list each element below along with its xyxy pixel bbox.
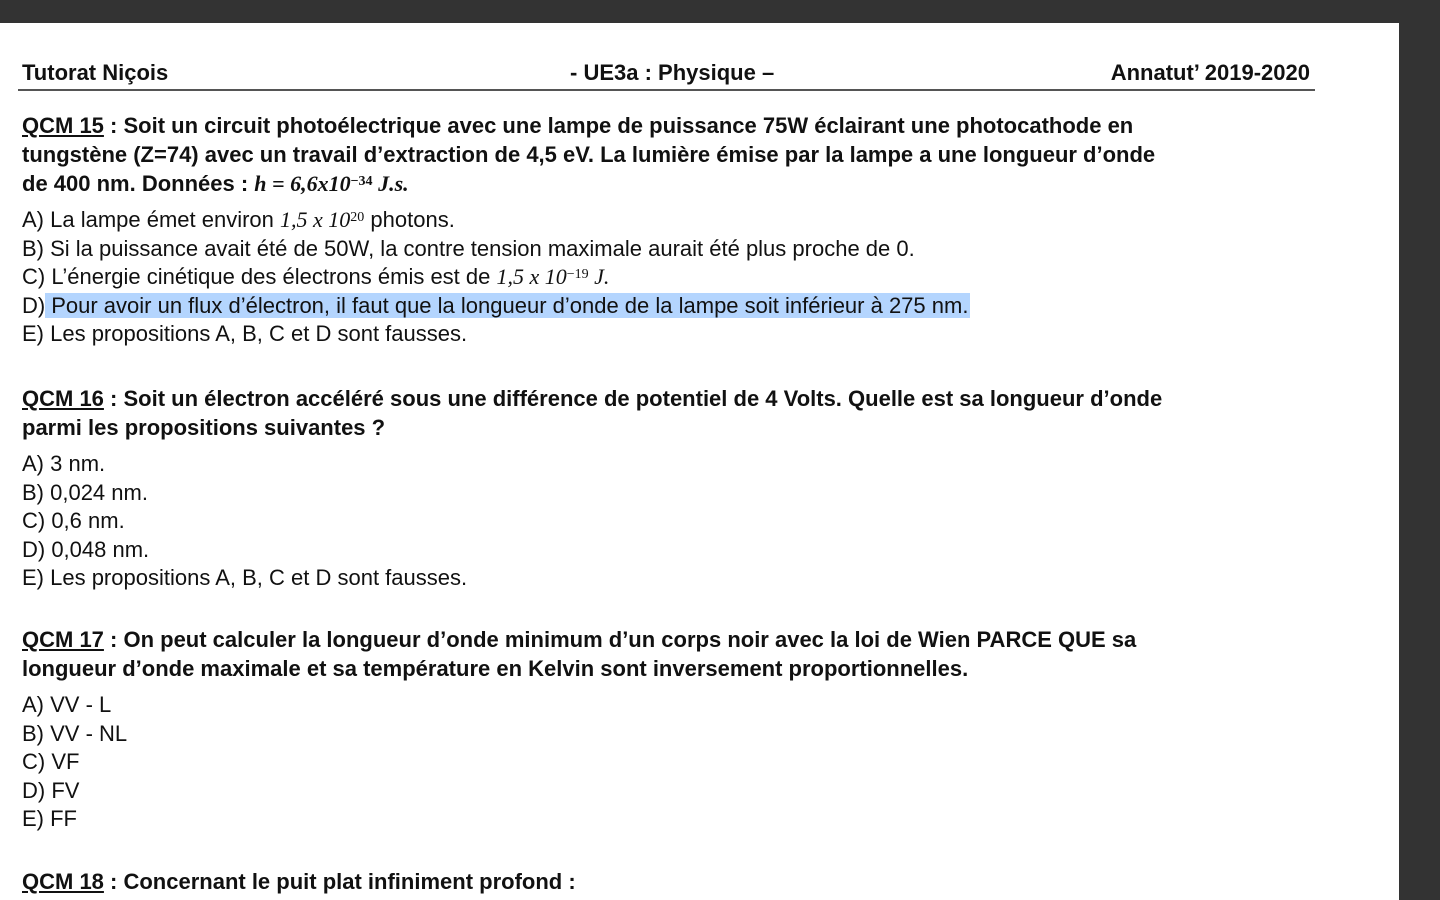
header-center: - UE3a : Physique –: [570, 60, 775, 85]
selected-text-highlight[interactable]: Pour avoir un flux d’électron, il faut que la longueur d’onde de la lampe soit inférieur à 275 nm.: [45, 293, 970, 318]
viewer-right-scrollbar[interactable]: [1399, 23, 1440, 900]
question-15-label: QCM 15: [22, 113, 104, 138]
option-D[interactable]: D) Pour avoir un flux d’électron, il faut que la longueur d’onde de la lampe soit inférieur à 275 nm.: [22, 292, 969, 318]
question-16: [22, 384, 1162, 593]
option-C: C) VF: [22, 749, 80, 775]
option-E: E) FF: [22, 806, 77, 832]
question-17: [22, 625, 1136, 834]
question-15: [22, 111, 1155, 349]
option-C: C) L’énergie cinétique des électrons émis est de 1,5 x $10^{-19}$ J.: [22, 264, 610, 290]
question-15-stem: QCM 15 : Soit un circuit photoélectrique avec une lampe de puissance 75W éclairant une photocathode en tungstène (Z=74) avec un travail d’extraction de 4,5 eV. La lumière émise par la lampe a une longueur d’onde de 400 nm. Données : $h = 6,6x10^{-34}$ J.s.: [22, 113, 1156, 196]
option-B: B) 0,024 nm.: [22, 479, 148, 505]
viewer-top-bar: [0, 0, 1440, 23]
header-rule: [18, 89, 1315, 91]
question-17-stem: QCM 17 : On peut calculer la longueur d’onde minimum d’un corps noir avec la loi de Wien PARCE QUE sa longueur d’onde maximale et sa température en Kelvin sont inversement proportionnelles.: [22, 627, 1137, 681]
question-16-options: [22, 450, 1162, 593]
question-18-label: QCM 18: [22, 869, 104, 894]
option-A: A) 3 nm.: [22, 451, 106, 476]
question-18: [22, 867, 576, 896]
question-15-options: [22, 206, 1155, 349]
question-16-label: QCM 16: [22, 386, 104, 411]
option-A: A) VV - L: [22, 692, 112, 717]
question-16-stem: QCM 16 : Soit un électron accéléré sous une différence de potentiel de 4 Volts. Quelle est sa longueur d’onde parmi les propositions suivantes ?: [22, 386, 1163, 440]
option-B: B) VV - NL: [22, 720, 128, 746]
planck-constant: $h = 6,6x10^{-34}$ J.s.: [254, 171, 409, 196]
option-B: B) Si la puissance avait été de 50W, la contre tension maximale aurait été plus proche de 0.: [22, 235, 915, 261]
question-17-options: [22, 691, 1136, 834]
question-17-label: QCM 17: [22, 627, 104, 652]
option-C: C) 0,6 nm.: [22, 508, 125, 534]
option-D: D) FV: [22, 777, 80, 803]
option-A: A) La lampe émet environ 1,5 x $10^{20}$ photons.: [22, 207, 455, 232]
option-E: E) Les propositions A, B, C et D sont fausses.: [22, 321, 468, 347]
option-E: E) Les propositions A, B, C et D sont fausses.: [22, 565, 468, 591]
question-18-stem: QCM 18 : Concernant le puit plat infiniment profond :: [22, 869, 576, 894]
page-header: [22, 60, 1310, 90]
header-right: Annatut’ 2019-2020: [1110, 60, 1310, 85]
option-D: D) 0,048 nm.: [22, 536, 150, 562]
header-left: Tutorat Niçois: [22, 60, 169, 85]
